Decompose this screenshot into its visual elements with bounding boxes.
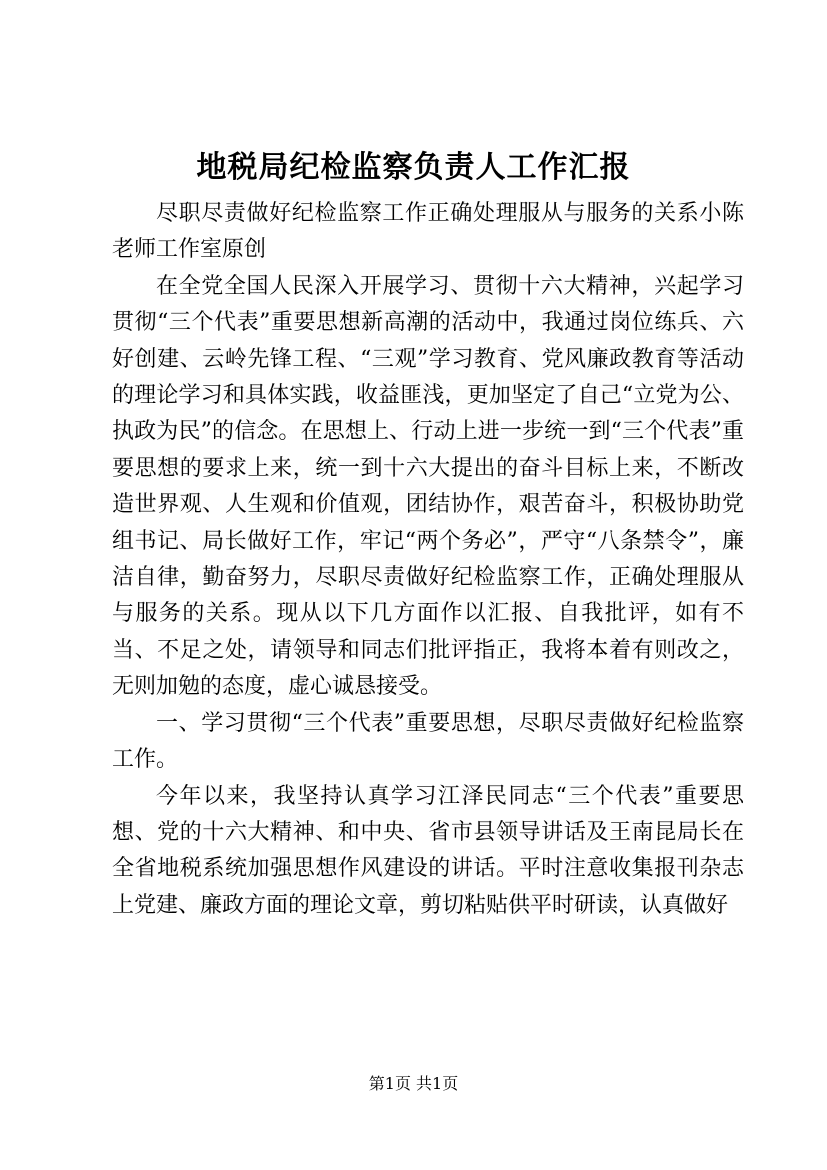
paragraph-section-body: 今年以来，我坚持认真学习江泽民同志“三个代表”重要思想、党的十六大精神、和中央、省市县领导讲话及王南昆局长在全省地税系统加强思想作风建设的讲话。平时注意收集报刊杂志上党建、廉政方面的理论文章，剪切粘贴供平时研读，认真做好 <box>112 783 744 918</box>
page-footer: 第1页 共1页 <box>368 1074 459 1093</box>
document-body <box>112 196 744 924</box>
paragraph-subtitle: 尽职尽责做好纪检监察工作正确处理服从与服务的关系小陈老师工作室原创 <box>112 201 744 263</box>
paragraph-intro: 在全党全国人民深入开展学习、贯彻十六大精神，兴起学习贯彻“三个代表”重要思想新高潮的活动中，我通过岗位练兵、六好创建、云岭先锋工程、“三观”学习教育、党风廉政教育等活动的理论学习和具体实践，收益匪浅，更加坚定了自己“立党为公、执政为民”的信念。在思想上、行动上进一步统一到“三个代表”重要思想的要求上来，统一到十六大提出的奋斗目标上来，不断改造世界观、人生观和价值观，团结协作，艰苦奋斗，积极协助党组书记、局长做好工作，牢记“两个务必”，严守“八条禁令”，廉洁自律，勤奋努力，尽职尽责做好纪检监察工作，正确处理服从与服务的关系。现从以下几方面作以汇报、自我批评，如有不当、不足之处，请领导和同志们批评指正，我将本着有则改之，无则加勉的态度，虚心诚恳接受。 <box>112 273 744 700</box>
document-title: 地税局纪检监察负责人工作汇报 <box>196 150 631 185</box>
paragraph-section-heading: 一、学习贯彻“三个代表”重要思想，尽职尽责做好纪检监察工作。 <box>112 710 744 773</box>
